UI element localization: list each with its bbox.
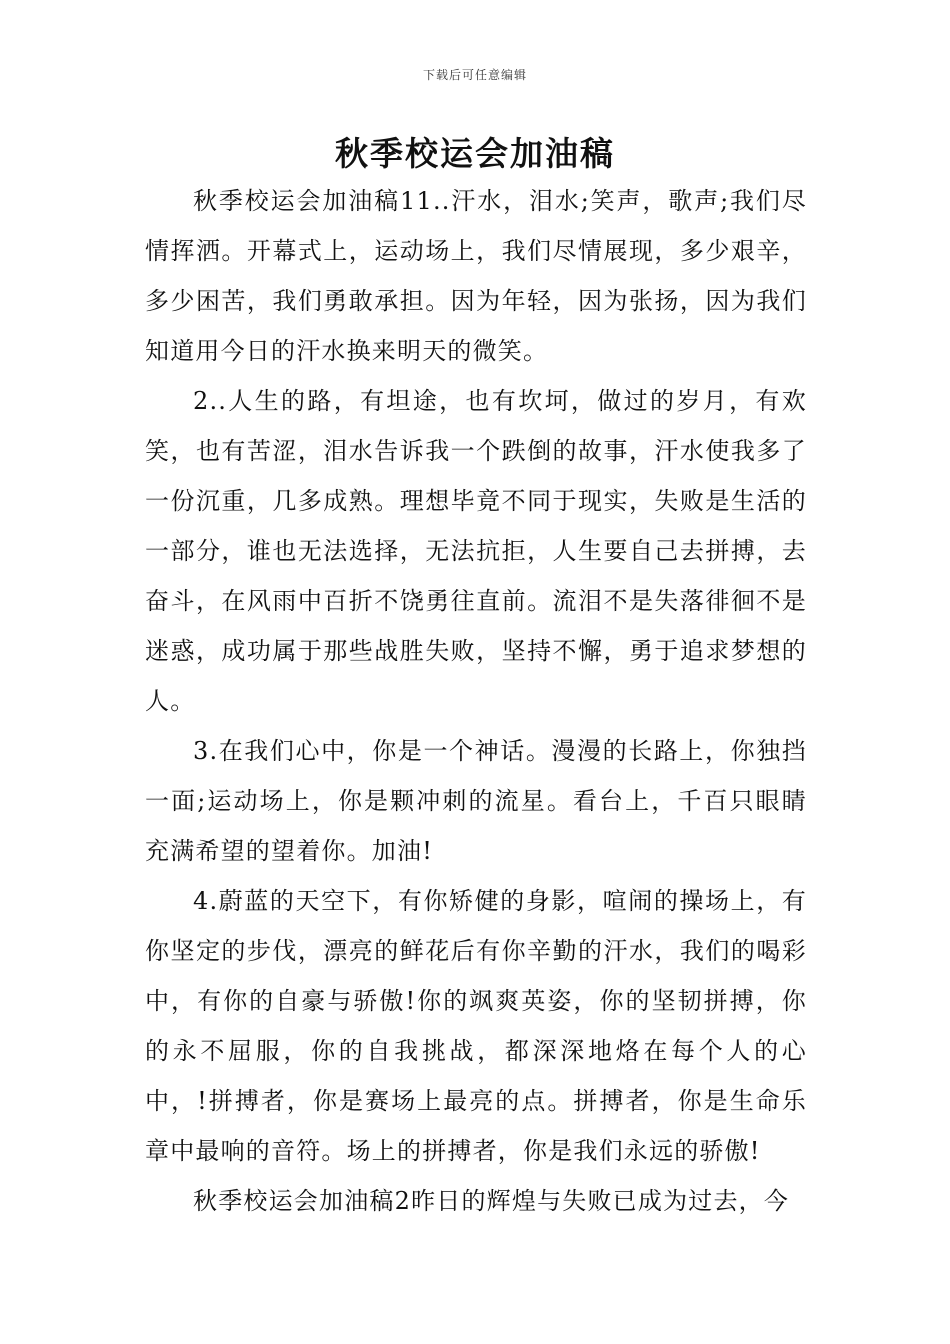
document-body bbox=[145, 176, 807, 1226]
paragraph-5: 秋季校运会加油稿2昨日的辉煌与失败已成为过去，今 bbox=[193, 1187, 790, 1215]
header-note: 下载后可任意编辑 bbox=[422, 68, 527, 82]
page-title: 秋季校运会加油稿 bbox=[335, 134, 615, 173]
paragraph-2: 2..人生的路，有坦途，也有坎坷，做过的岁月，有欢笑，也有苦涩，泪水告诉我一个跌倒的故事，汗水使我多了一份沉重，几多成熟。理想毕竟不同于现实，失败是生活的一部分，谁也无法选择，无法抗拒，人生要自己去拼搏，去奋斗，在风雨中百折不饶勇往直前。流泪不是失落徘徊不是迷惑，成功属于那些战胜失败，坚持不懈，勇于追求梦想的人。 bbox=[145, 387, 807, 715]
paragraph-1: 秋季校运会加油稿11..汗水，泪水;笑声，歌声;我们尽情挥洒。开幕式上，运动场上，我们尽情展现，多少艰辛，多少困苦，我们勇敢承担。因为年轻，因为张扬，因为我们知道用今日的汗水换来明天的微笑。 bbox=[145, 187, 807, 365]
paragraph-3: 3.在我们心中，你是一个神话。漫漫的长路上，你独挡一面;运动场上，你是颗冲刺的流星。看台上，千百只眼睛充满希望的望着你。加油! bbox=[145, 737, 807, 865]
paragraph-4: 4.蔚蓝的天空下，有你矫健的身影，喧闹的操场上，有你坚定的步伐，漂亮的鲜花后有你辛勤的汗水，我们的喝彩中，有你的自豪与骄傲!你的飒爽英姿，你的坚韧拼搏，你的永不屈服，你的自我挑战，都深深地烙在每个人的心中，!拼搏者，你是赛场上最亮的点。拼搏者，你是生命乐章中最响的音符。场上的拼搏者，你是我们永远的骄傲! bbox=[145, 887, 807, 1165]
